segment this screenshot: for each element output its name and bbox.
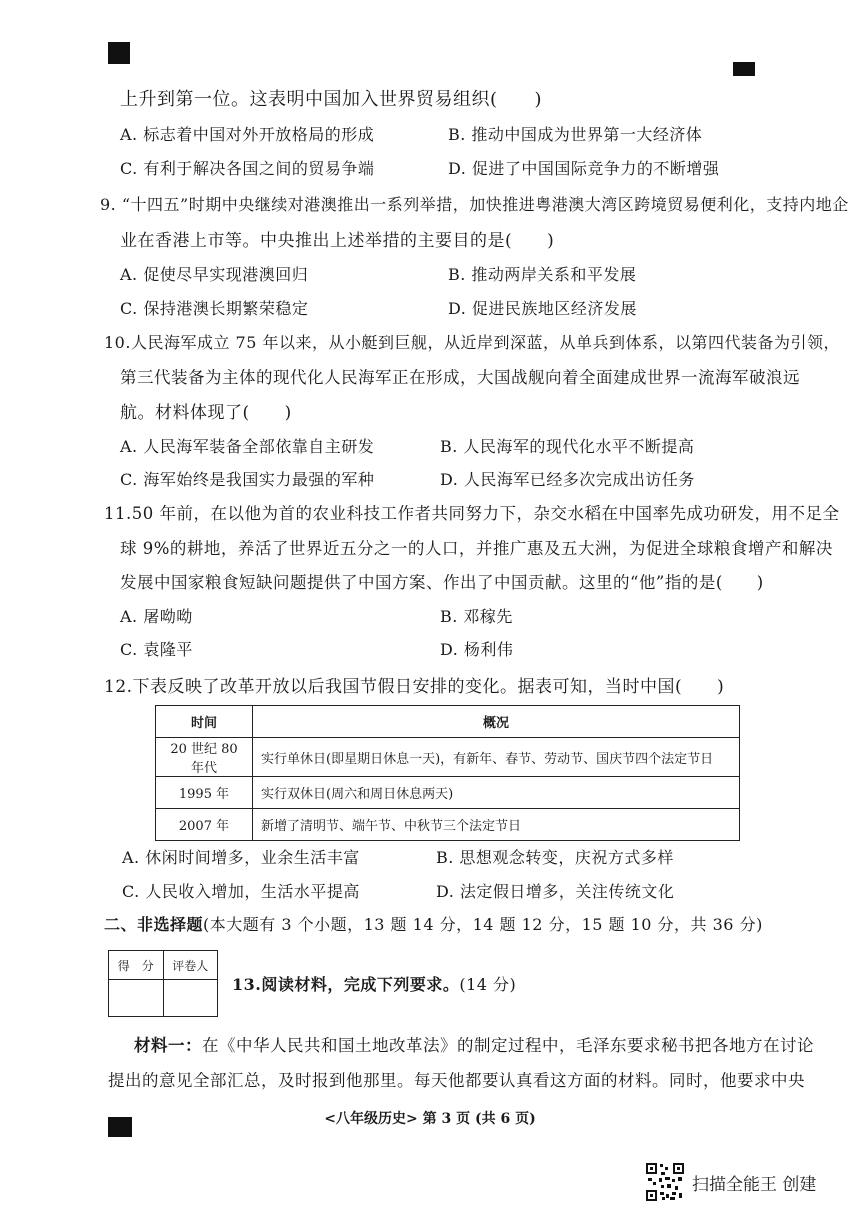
q12-option-d: D. 法定假日增多，关注传统文化: [436, 882, 675, 901]
score-cell: [109, 980, 164, 1017]
q12-option-b: B. 思想观念转变，庆祝方式多样: [436, 848, 674, 867]
table-cell-overview: 实行单休日(即星期日休息一天)，有新年、春节、劳动节、国庆节四个法定节日: [253, 738, 740, 777]
q13-material-line1: [134, 1032, 814, 1056]
q10-stem-line1: 10.人民海军成立 75 年以来，从小艇到巨舰，从近岸到深蓝，从单兵到体系，以第四代装备为引领，: [104, 333, 840, 352]
q10-option-d: D. 人民海军已经多次完成出访任务: [440, 470, 695, 489]
table-row: [156, 809, 740, 841]
q11-option-b: B. 邓稼先: [440, 607, 513, 626]
q8-option-d: D. 促进了中国国际竞争力的不断增强: [448, 159, 720, 178]
q12-option-a: A. 休闲时间增多，业余生活丰富: [122, 848, 360, 867]
table-header-row: [156, 706, 740, 738]
grader-cell: [163, 980, 218, 1017]
score-box: [108, 950, 218, 1017]
q11-option-a: A. 屠呦呦: [120, 607, 193, 626]
registration-mark-top-left: [108, 42, 130, 64]
q13-title: 13.阅读材料，完成下列要求。: [232, 975, 460, 994]
scanner-watermark: 扫描全能王 创建: [692, 1175, 817, 1195]
page-footer: <八年级历史> 第 3 页 (共 6 页): [324, 1111, 536, 1127]
table-row: [156, 738, 740, 777]
q13-points: (14 分): [459, 975, 517, 994]
table-header-overview: 概况: [253, 706, 740, 738]
qr-code-icon: [645, 1162, 685, 1202]
table-cell-time: 1995 年: [156, 777, 253, 809]
table-cell-overview: 实行双休日(周六和周日休息两天): [253, 777, 740, 809]
material-label: 材料一：: [134, 1036, 202, 1055]
q10-option-b: B. 人民海军的现代化水平不断提高: [440, 437, 695, 456]
q11-option-d: D. 杨利伟: [440, 640, 514, 659]
q9-option-c: C. 保持港澳长期繁荣稳定: [120, 299, 309, 318]
section2-note: (本大题有 3 个小题，13 题 14 分，14 题 12 分，15 题 10 分，共 36 分): [203, 915, 763, 934]
q13-heading: [232, 972, 516, 995]
q10-option-a: A. 人民海军装备全部依靠自主研发: [120, 437, 375, 456]
q8-option-b: B. 推动中国成为世界第一大经济体: [448, 125, 703, 144]
q8-option-a: A. 标志着中国对外开放格局的形成: [120, 125, 375, 144]
holiday-table: [155, 705, 740, 841]
q12-option-c: C. 人民收入增加，生活水平提高: [122, 882, 360, 901]
table-header-time: 时间: [156, 706, 253, 738]
score-label: 得 分: [109, 951, 164, 980]
table-cell-time: 20 世纪 80 年代: [156, 738, 253, 777]
material-text-1: 在《中华人民共和国土地改革法》的制定过程中，毛泽东要求秘书把各地方在讨论: [202, 1036, 814, 1055]
q8-stem-tail: 上升到第一位。这表明中国加入世界贸易组织( ): [120, 89, 543, 110]
q12-stem: 12.下表反映了改革开放以后我国节假日安排的变化。据表可知，当时中国( ): [104, 677, 725, 697]
q10-stem-line2: 第三代装备为主体的现代化人民海军正在形成，大国战舰向着全面建成世界一流海军破浪远: [120, 368, 800, 387]
q9-option-a: A. 促使尽早实现港澳回归: [120, 265, 309, 284]
section2-title: 二、非选择题: [104, 915, 204, 934]
q9-option-b: B. 推动两岸关系和平发展: [448, 265, 637, 284]
q9-option-d: D. 促进民族地区经济发展: [448, 299, 637, 318]
q11-stem-line3: 发展中国家粮食短缺问题提供了中国方案、作出了中国贡献。这里的“他”指的是( ): [120, 573, 764, 592]
grader-label: 评卷人: [163, 951, 218, 980]
q8-option-c: C. 有利于解决各国之间的贸易争端: [120, 159, 375, 178]
section2-heading: [104, 912, 763, 935]
q9-stem-line1: 9. “十四五”时期中央继续对港澳推出一系列举措，加快推进粤港澳大湾区跨境贸易便利化，支持内地企: [100, 195, 849, 214]
q11-stem-line2: 球 9%的耕地，养活了世界近五分之一的人口，并推广惠及五大洲，为促进全球粮食增产和解决: [120, 539, 833, 558]
table-cell-time: 2007 年: [156, 809, 253, 841]
q11-option-c: C. 袁隆平: [120, 640, 193, 659]
registration-mark-top-right: [733, 62, 755, 76]
q10-stem-line3: 航。材料体现了( ): [120, 403, 292, 423]
q10-option-c: C. 海军始终是我国实力最强的军种: [120, 470, 375, 489]
q11-stem-line1: 11.50 年前，在以他为首的农业科技工作者共同努力下，杂交水稻在中国率先成功研发，用不足全: [104, 504, 840, 523]
table-cell-overview: 新增了清明节、端午节、中秋节三个法定节日: [253, 809, 740, 841]
q9-stem-line2: 业在香港上市等。中央推出上述举措的主要目的是( ): [120, 231, 555, 251]
table-row: [156, 777, 740, 809]
q13-material-line2: 提出的意见全部汇总，及时报到他那里。每天他都要认真看这方面的材料。同时，他要求中央: [108, 1071, 805, 1090]
